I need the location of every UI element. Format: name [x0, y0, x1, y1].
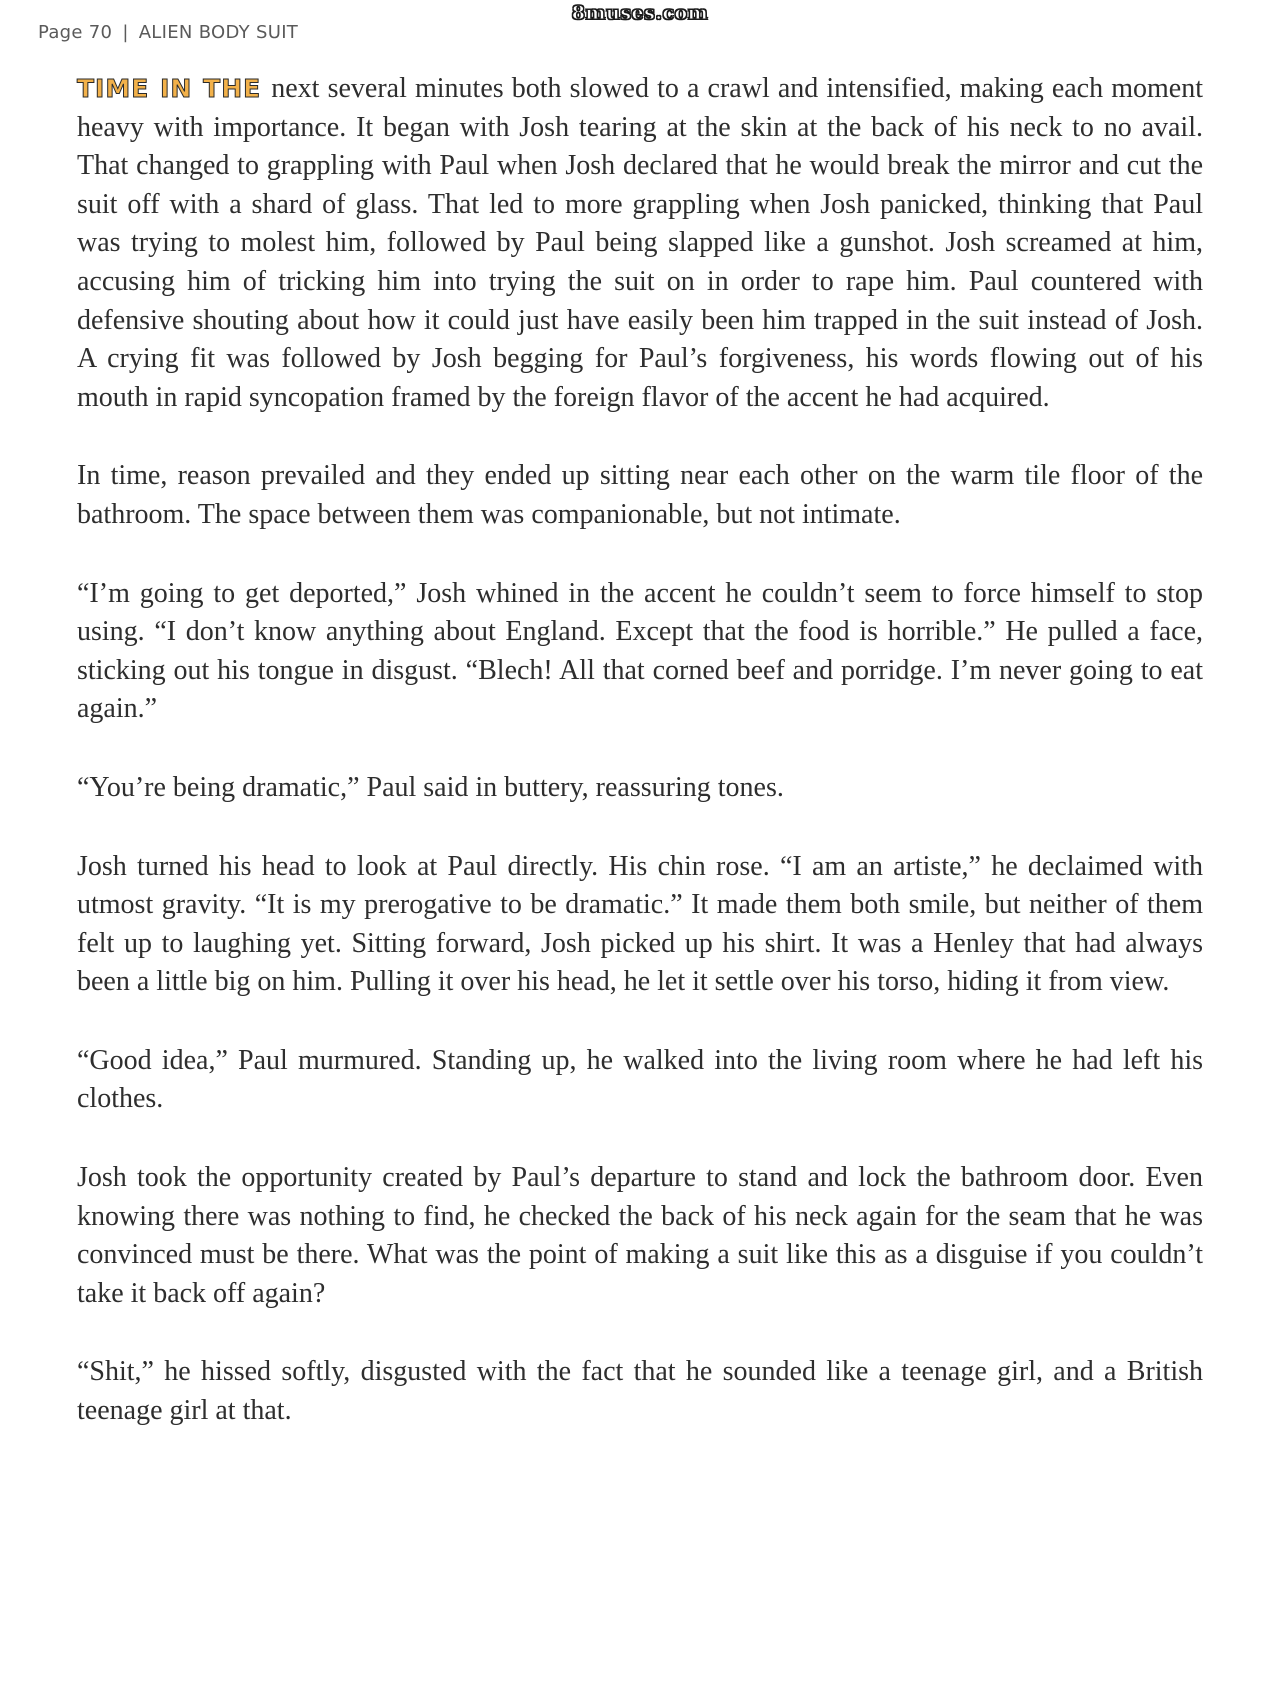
paragraph-7: Josh took the opportunity created by Paul’s departure to stand and lock the bathroom door. Even knowing there was nothing to find, he checked the back of his neck again for the seam that he was convinced must be there. What was the point of making a suit like this as a disguise if you couldn’t take it back off again?: [77, 1162, 1203, 1309]
paragraph-6: “Good idea,” Paul murmured. Standing up, he walked into the living room where he had left his clothes.: [77, 1044, 1203, 1115]
lead-in-words: TIME IN THE: [77, 74, 262, 103]
paragraph-8: “Shit,” he hissed softly, disgusted with the fact that he sounded like a teenage girl, and a British teenage girl at that.: [77, 1356, 1203, 1427]
story-body: [77, 70, 1203, 1471]
page-number: Page 70: [38, 22, 113, 43]
book-title: ALIEN BODY SUIT: [138, 22, 299, 43]
header-separator: |: [122, 22, 129, 43]
paragraph-3: “I’m going to get deported,” Josh whined in the accent he couldn’t seem to force himself to stop using. “I don’t know anything about England. Except that the food is horrible.” He pulled a face, sticking out his tongue in disgust. “Blech! All that corned beef and porridge. I’m never going to eat again.”: [77, 577, 1203, 725]
paragraph-1: [77, 70, 1203, 417]
paragraph-1-text: next several minutes both slowed to a crawl and intensified, making each moment heavy with importance. It began with Josh tearing at the skin at the back of his neck to no avail. That changed to grappling with Paul when Josh declared that he would break the mirror and cut the suit off with a shard of glass. That led to more grappling when Josh panicked, thinking that Paul was trying to molest him, followed by Paul being slapped like a gunshot. Josh screamed at him, accusing him of tricking him into trying the suit on in order to rape him. Paul countered with defensive shouting about how it could just have easily been him trapped in the suit instead of Josh. A crying fit was followed by Josh begging for Paul’s forgiveness, his words flowing out of his mouth in rapid syncopation framed by the foreign flavor of the accent he had acquired.: [77, 73, 1203, 413]
watermark-text: 8muses.com: [571, 2, 709, 24]
page-header: [38, 22, 298, 43]
paragraph-2: In time, reason prevailed and they ended up sitting near each other on the warm tile floor of the bathroom. The space between them was companionable, but not intimate.: [77, 460, 1203, 530]
paragraph-5: Josh turned his head to look at Paul directly. His chin rose. “I am an artiste,” he declaimed with utmost gravity. “It is my prerogative to be dramatic.” It made them both smile, but neither of them felt up to laughing yet. Sitting forward, Josh picked up his shirt. It was a Henley that had always been a little big on him. Pulling it over his head, he let it settle over his torso, hiding it from view.: [77, 850, 1203, 998]
paragraph-4: “You’re being dramatic,” Paul said in buttery, reassuring tones.: [77, 771, 784, 803]
